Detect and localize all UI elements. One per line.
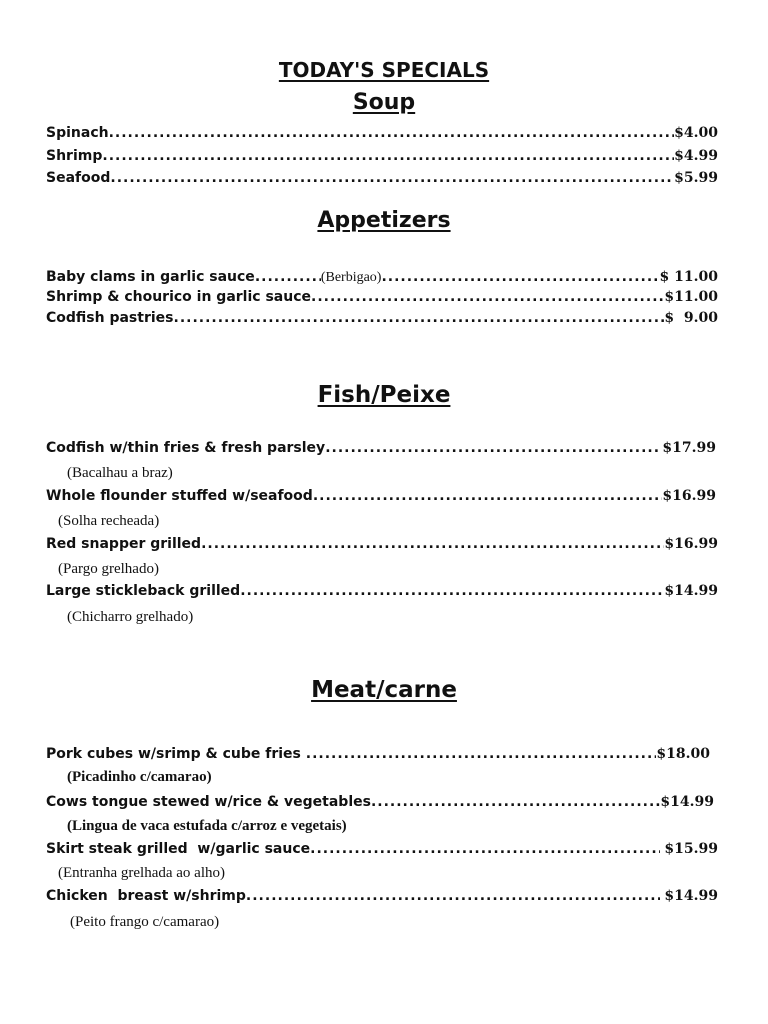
leader-dots	[311, 289, 664, 305]
section-heading-fish: Fish/Peixe	[317, 382, 451, 408]
item-note-solha: (Solha recheada)	[58, 513, 160, 529]
menu-item-shrimp-chourico	[46, 289, 718, 309]
menu-item-spinach	[46, 125, 718, 145]
item-name: Large stickleback grilled	[46, 583, 241, 599]
menu-item-red-snapper	[46, 536, 718, 556]
item-name: Shrimp	[46, 148, 103, 164]
item-name: Chicken breast w/shrimp	[46, 888, 246, 904]
section-heading-soup: Soup	[352, 90, 416, 115]
item-name: Shrimp & chourico in garlic sauce	[46, 289, 311, 305]
item-price: $4.99	[674, 148, 718, 164]
item-note-entranha: (Entranha grelhada ao alho)	[58, 865, 225, 881]
item-name: Skirt steak grilled w/garlic sauce	[46, 841, 311, 857]
item-price: $ 11.00	[659, 269, 718, 285]
menu-item-skirt-steak	[46, 841, 718, 861]
menu-item-pork-cubes	[46, 746, 710, 766]
leader-dots	[371, 794, 660, 810]
item-price: $11.00	[664, 289, 718, 305]
item-note-bacalhau: (Bacalhau a braz)	[67, 465, 173, 481]
item-price: $16.99	[664, 536, 718, 552]
item-name: Codfish w/thin fries & fresh parsley	[46, 440, 326, 456]
item-note-picadinho: (Picadinho c/camarao)	[67, 769, 212, 785]
item-price: $14.99	[659, 888, 718, 904]
menu-item-codfish-pastries	[46, 310, 718, 330]
item-price: $18.00	[656, 746, 710, 762]
menu-item-stickleback	[46, 583, 718, 603]
item-price: $14.99	[664, 583, 718, 599]
item-note-chicharro: (Chicharro grelhado)	[67, 609, 194, 625]
leader-dots	[310, 841, 659, 857]
item-name: Spinach	[46, 125, 109, 141]
leader-dots	[325, 440, 657, 456]
item-price: $ 9.00	[664, 310, 718, 326]
item-price: $4.00	[674, 125, 718, 141]
leader-dots	[246, 888, 660, 904]
item-name: Baby clams in garlic sauce	[46, 269, 255, 285]
item-price: $15.99	[659, 841, 718, 857]
item-name: Codfish pastries	[46, 310, 174, 326]
leader-dots	[174, 310, 665, 326]
item-note-pargo: (Pargo grelhado)	[58, 561, 159, 577]
menu-item-codfish-fries	[46, 440, 716, 460]
item-name: Whole flounder stuffed w/seafood	[46, 488, 313, 504]
leader-dots	[102, 148, 674, 164]
section-heading-meat: Meat/carne	[311, 677, 457, 703]
item-price: $5.99	[674, 170, 718, 186]
item-note-lingua: (Lingua de vaca estufada c/arroz e vegetais)	[67, 818, 347, 834]
leader-dots	[110, 170, 674, 186]
leader-dots	[201, 536, 664, 552]
item-name: Pork cubes w/srimp & cube fries	[46, 746, 306, 762]
leader-dots	[381, 269, 659, 285]
item-name: Cows tongue stewed w/rice & vegetables	[46, 794, 371, 810]
leader-dots	[255, 269, 321, 285]
item-note: (Berbigao)	[320, 270, 382, 285]
item-price: $14.99	[660, 794, 714, 810]
leader-dots	[240, 583, 664, 599]
leader-dots	[313, 488, 663, 504]
leader-dots	[109, 125, 675, 141]
page-title: TODAY'S SPECIALS	[278, 58, 490, 82]
menu-item-shrimp	[46, 148, 718, 168]
item-name: Seafood	[46, 170, 111, 186]
item-price: $17.99	[657, 440, 716, 456]
menu-item-flounder	[46, 488, 716, 508]
menu-item-seafood	[46, 170, 718, 190]
item-note-peito: (Peito frango c/camarao)	[70, 914, 220, 930]
leader-dots	[306, 746, 657, 762]
menu-item-chicken-breast	[46, 888, 718, 908]
item-price: $16.99	[662, 488, 716, 504]
section-heading-appetizers: Appetizers	[317, 208, 451, 233]
menu-item-cows-tongue	[46, 794, 714, 814]
menu-item-baby-clams	[46, 269, 718, 289]
item-name: Red snapper grilled	[46, 536, 202, 552]
